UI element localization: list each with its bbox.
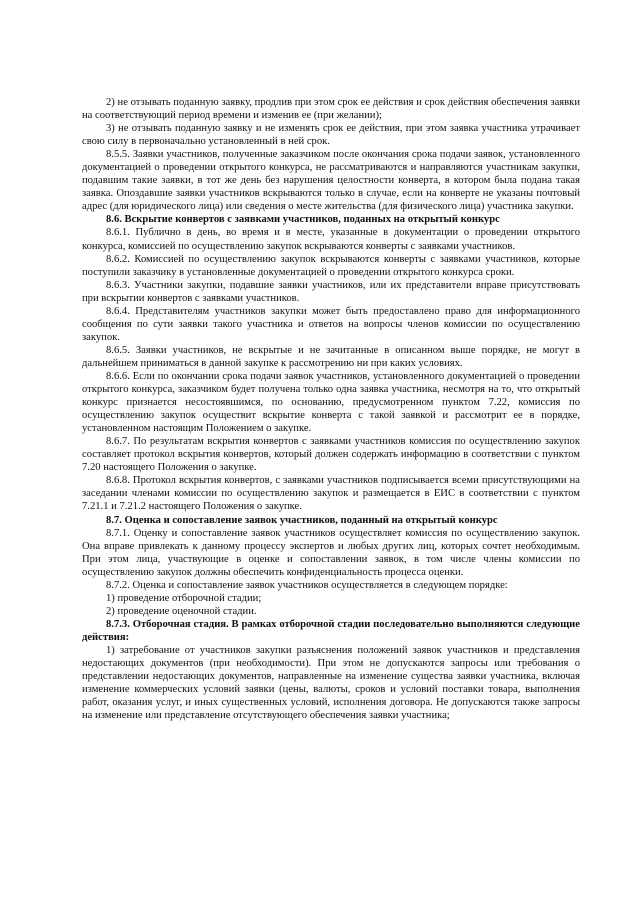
paragraph: 8.6.8. Протокол вскрытия конвертов, с заявками участников подписывается всеми присутствующими на заседании членами комиссии по осуществлению закупок и размещается в ЕИС в соответствии с пунктом 7.21.1 и 7.21.2 настоящего Положения о закупке. xyxy=(82,475,580,513)
section-heading: 8.7. Оценка и сопоставление заявок участников, поданный на открытый конкурс xyxy=(106,514,498,526)
paragraph: 8.5.5. Заявки участников, полученные заказчиком после окончания срока подачи заявок, установленного документацией о проведении открытого конкурса, не рассматриваются и направляются участникам закупки, подавшим такие заявки, в тот же день без нарушения целостности конверта, в котором была подана такая заявка. Опоздавшие заявки участников вскрываются только в случае, если на конверте не указаны почтовый адрес (для юридического лица) или сведения о месте жительства (для физического лица) участника закупки. xyxy=(82,149,580,213)
paragraph: 8.6.3. Участники закупки, подавшие заявки участников, или их представители вправе присутствовать при вскрытии конвертов с заявками участников. xyxy=(82,279,580,304)
paragraph: 8.6.5. Заявки участников, не вскрытые и не зачитанные в описанном выше порядке, не могут в дальнейшем приниматься в данной закупке к рассмотрению ни при каких условиях. xyxy=(82,344,580,369)
paragraph: 8.6.2. Комиссией по осуществлению закупок вскрываются конверты с заявками участников, которые поступили заказчику в установленные документацией о проведении открытого конкурса сроки. xyxy=(82,253,580,278)
paragraph: 8.6.1. Публично в день, во время и в месте, указанные в документации о проведении открытого конкурса, комиссией по осуществлению закупок вскрываются конверты с заявками участников. xyxy=(82,227,580,252)
paragraph: 8.7.2. Оценка и сопоставление заявок участников осуществляется в следующем порядке: xyxy=(106,579,508,591)
paragraph: 8.7.1. Оценку и сопоставление заявок участников осуществляет комиссия по осуществлению закупок. Она вправе привлекать к данному процессу экспертов и любых других лиц, которых сочтет необходимым. При этом лица, участвующие в оценке и сопоставлении заявок, в том числе члены комиссии по осуществлению закупок должны обеспечить конфиденциальность процесса оценки. xyxy=(82,527,580,578)
paragraph: 8.6.4. Представителям участников закупки может быть предоставлено право для информационного сообщения по сути заявки такого участника и ответов на вопросы членов комиссии по осуществлению закупок. xyxy=(82,305,580,343)
paragraph: 2) не отзывать поданную заявку, продлив при этом срок ее действия и срок действия обеспечения заявки на соответствующий период времени и изменив ее (при желании); xyxy=(82,97,580,122)
paragraph: 8.6.6. Если по окончании срока подачи заявок участников, установленного документацией о проведении открытого конкурса, заказчиком будет получена только одна заявка участника, несмотря на то, что открытый конкурс признается несостоявшимся, по основанию, предусмотренном пунктом 7.22, комиссия по осуществлению закупок осуществит вскрытие конверта с такой заявкой и рассмотрит ее в порядке, установленном настоящим Положением о закупке. xyxy=(82,370,580,435)
section-heading: 8.6. Вскрытие конвертов с заявками участников, поданных на открытый конкурс xyxy=(106,214,500,226)
subsection-heading: 8.7.3. Отборочная стадия. В рамках отборочной стадии последовательно выполняются следующие действия: xyxy=(82,618,580,643)
paragraph: 8.6.7. По результатам вскрытия конвертов с заявками участников комиссия по осуществлению закупок составляет протокол вскрытия конвертов, который должен содержать информацию в соответствии с пунктом 7.20 настоящего Положения о закупке. xyxy=(82,436,580,474)
list-item: 2) проведение оценочной стадии. xyxy=(106,605,257,617)
list-item: 1) затребование от участников закупки разъяснения положений заявок участников и представления недостающих документов (при необходимости). При этом не допускаются запросы или требования о представлении недостающих документов, направленные на изменение существа заявки участника, включая изменение коммерческих условий заявки (цены, валюты, сроков и условий поставки товара, выполнения работ, оказания услуг, и иных существенных условий, исполнения договора. Не допускаются также запросы на изменение или представление отсутствующего обеспечения заявки участника; xyxy=(82,644,580,722)
paragraph: 3) не отзывать поданную заявку и не изменять срок ее действия, при этом заявка участника утрачивает свою силу в первоначально установленный в ней срок. xyxy=(82,123,580,148)
list-item: 1) проведение отборочной стадии; xyxy=(106,592,262,604)
